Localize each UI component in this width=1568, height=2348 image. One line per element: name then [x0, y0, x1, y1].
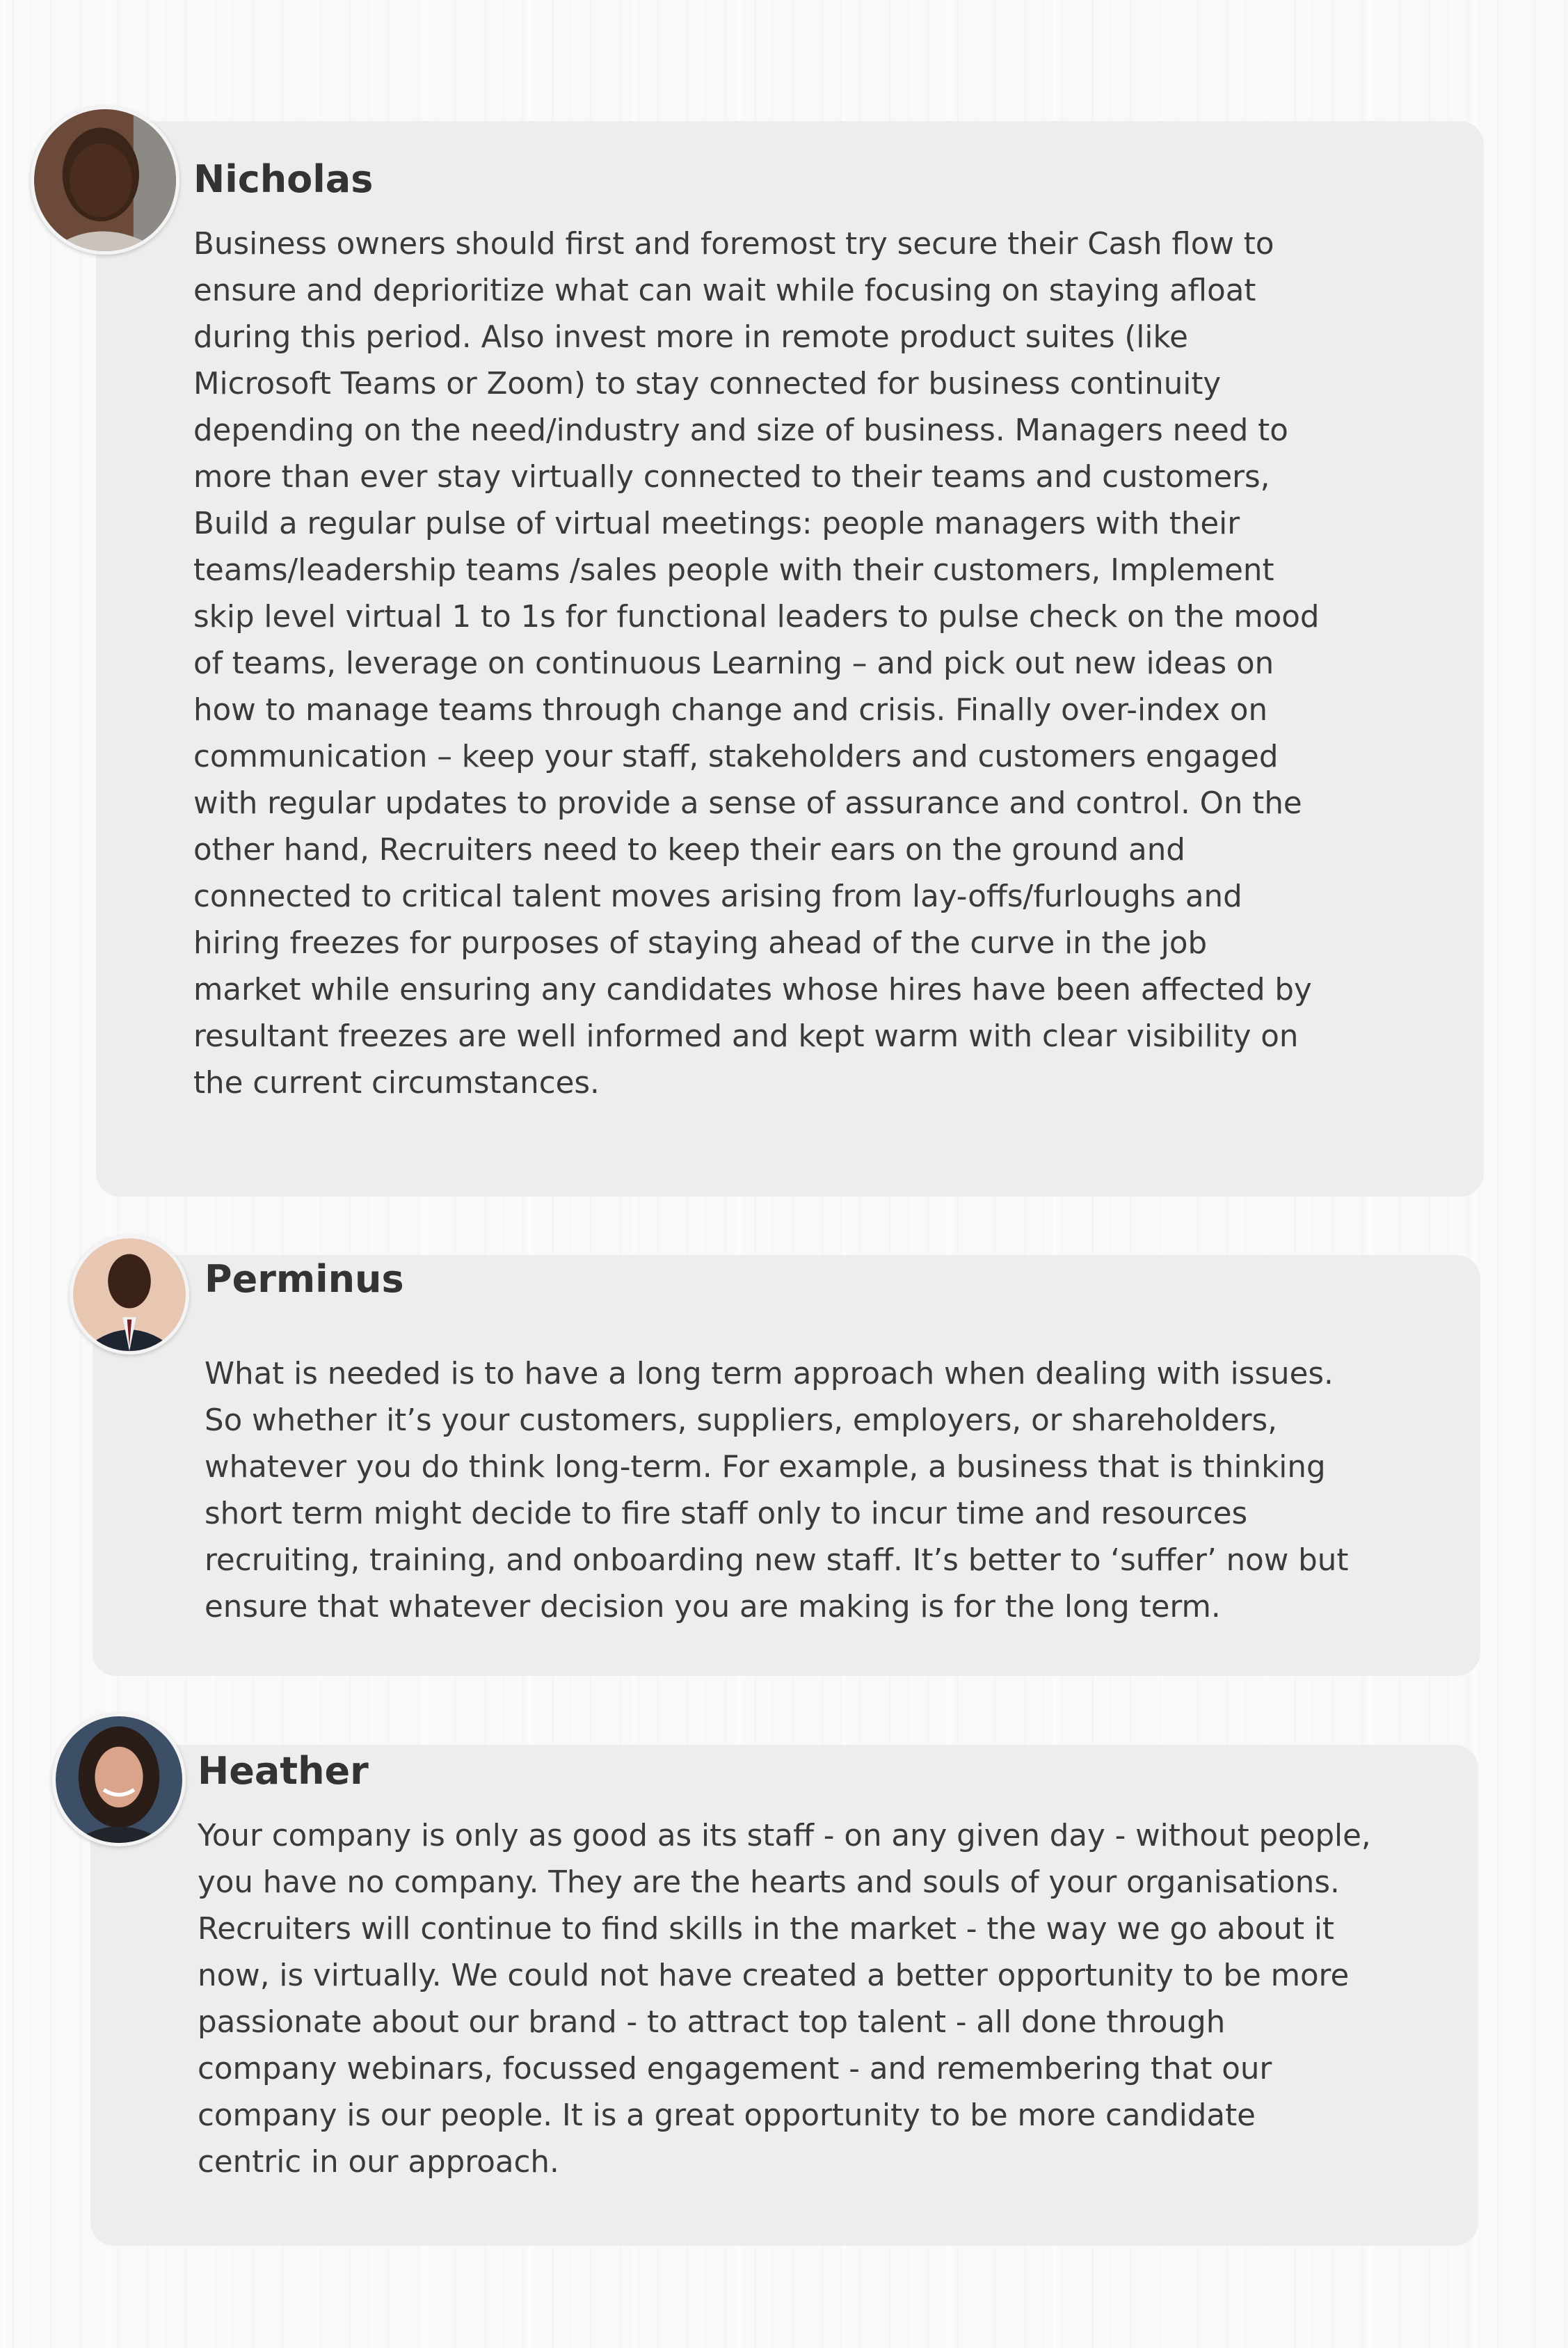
text-line: hiring freezes for purposes of staying ahead of the curve in the job: [193, 926, 1208, 961]
text-line: company is our people. It is a great opportunity to be more candidate: [198, 2098, 1256, 2133]
testimonial-text: [205, 1351, 1348, 1631]
testimonial-text: [193, 221, 1320, 1107]
person-photo-icon: [73, 1238, 186, 1351]
text-line: What is needed is to have a long term approach when dealing with issues.: [205, 1357, 1334, 1391]
text-line: the current circumstances.: [193, 1066, 600, 1101]
text-line: resultant freezes are well informed and kept warm with clear visibility on: [193, 1019, 1299, 1054]
avatar-perminus: [70, 1235, 189, 1355]
testimonial-name: Heather: [198, 1749, 369, 1793]
avatar-nicholas: [31, 106, 179, 255]
text-line: communication – keep your staff, stakeholders and customers engaged: [193, 740, 1279, 774]
text-line: passionate about our brand - to attract top talent - all done through: [198, 2005, 1226, 2040]
text-line: teams/leadership teams /sales people with their customers, Implement: [193, 553, 1274, 588]
text-line: you have no company. They are the hearts and souls of your organisations.: [198, 1865, 1340, 1900]
avatar-heather: [52, 1713, 186, 1846]
person-photo-icon: [56, 1716, 182, 1843]
text-line: how to manage teams through change and crisis. Finally over-index on: [193, 693, 1268, 728]
text-line: Microsoft Teams or Zoom) to stay connected for business continuity: [193, 367, 1222, 401]
text-line: Build a regular pulse of virtual meetings: people managers with their: [193, 506, 1240, 541]
text-line: with regular updates to provide a sense of assurance and control. On the: [193, 786, 1302, 821]
text-line: So whether it’s your customers, suppliers, employers, or shareholders,: [205, 1403, 1277, 1438]
text-line: ensure that whatever decision you are making is for the long term.: [205, 1590, 1221, 1624]
testimonial-text: [198, 1813, 1371, 2186]
text-line: Your company is only as good as its staff - on any given day - without people,: [198, 1819, 1371, 1853]
text-line: other hand, Recruiters need to keep their ears on the ground and: [193, 833, 1185, 868]
text-line: during this period. Also invest more in remote product suites (like: [193, 320, 1188, 355]
text-line: depending on the need/industry and size of business. Managers need to: [193, 413, 1288, 448]
person-photo-icon: [34, 109, 176, 251]
testimonial-name: Nicholas: [193, 157, 374, 201]
text-line: Recruiters will continue to find skills in the market - the way we go about it: [198, 1912, 1334, 1947]
text-line: short term might decide to fire staff only to incur time and resources: [205, 1496, 1248, 1531]
text-line: now, is virtually. We could not have created a better opportunity to be more: [198, 1958, 1350, 1993]
text-line: of teams, leverage on continuous Learning – and pick out new ideas on: [193, 646, 1274, 681]
text-line: centric in our approach.: [198, 2145, 559, 2180]
text-line: Business owners should first and foremost try secure their Cash flow to: [193, 227, 1274, 262]
text-line: more than ever stay virtually connected to their teams and customers,: [193, 460, 1270, 495]
text-line: connected to critical talent moves arising from lay-offs/furloughs and: [193, 879, 1242, 914]
text-line: skip level virtual 1 to 1s for functional leaders to pulse check on the mood: [193, 600, 1320, 634]
text-line: recruiting, training, and onboarding new staff. It’s better to ‘suffer’ now but: [205, 1543, 1349, 1578]
text-line: company webinars, focussed engagement - and remembering that our: [198, 2052, 1272, 2086]
text-line: market while ensuring any candidates whose hires have been affected by: [193, 973, 1312, 1007]
text-line: whatever you do think long-term. For example, a business that is thinking: [205, 1450, 1326, 1485]
testimonial-name: Perminus: [205, 1257, 404, 1301]
text-line: ensure and deprioritize what can wait while focusing on staying afloat: [193, 273, 1256, 308]
